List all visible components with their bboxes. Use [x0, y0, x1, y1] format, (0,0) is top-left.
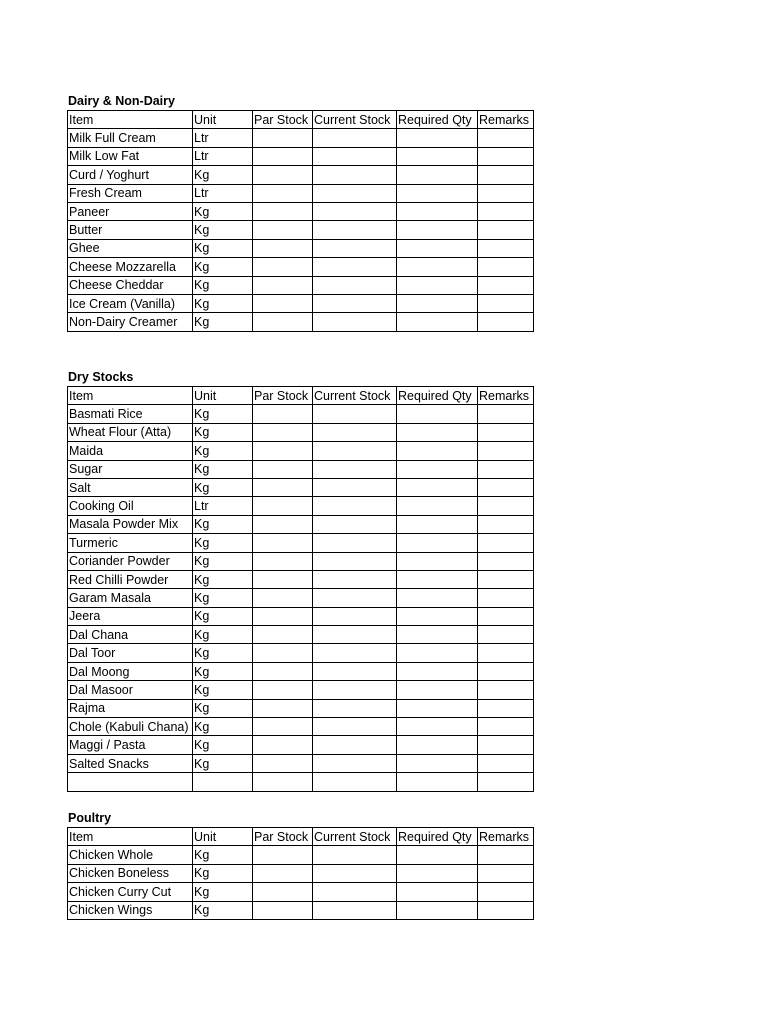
section-title: Dry Stocks — [68, 370, 134, 384]
cell-item: Salted Snacks — [68, 754, 193, 772]
cell-remarks[interactable] — [478, 883, 534, 901]
cell-current-stock[interactable] — [313, 184, 397, 202]
cell-par-stock[interactable] — [253, 184, 313, 202]
table-row — [68, 221, 534, 239]
table-row — [68, 589, 534, 607]
cell-par-stock[interactable] — [253, 294, 313, 312]
cell-item: Wheat Flour (Atta) — [68, 423, 193, 441]
column-header-current-stock: Current Stock — [313, 387, 397, 405]
cell-remarks[interactable] — [478, 294, 534, 312]
cell-item: Chicken Boneless — [68, 864, 193, 882]
cell-remarks[interactable] — [478, 644, 534, 662]
cell-required-qty[interactable] — [397, 258, 478, 276]
cell-unit: Kg — [193, 718, 253, 736]
cell-required-qty[interactable] — [397, 405, 478, 423]
column-header-unit: Unit — [193, 111, 253, 129]
table-row — [68, 294, 534, 312]
cell-current-stock[interactable] — [313, 644, 397, 662]
cell-required-qty[interactable] — [397, 644, 478, 662]
cell-remarks[interactable] — [478, 681, 534, 699]
table-row — [68, 699, 534, 717]
dry-stocks-table — [67, 386, 534, 792]
cell-par-stock[interactable] — [253, 460, 313, 478]
table-row — [68, 442, 534, 460]
cell-item: Chicken Curry Cut — [68, 883, 193, 901]
table-row — [68, 607, 534, 625]
cell-remarks[interactable] — [478, 662, 534, 680]
cell-remarks[interactable] — [478, 460, 534, 478]
cell-item: Dal Moong — [68, 662, 193, 680]
cell-remarks[interactable] — [478, 626, 534, 644]
cell-required-qty[interactable] — [397, 534, 478, 552]
cell-remarks[interactable] — [478, 589, 534, 607]
cell-item: Cooking Oil — [68, 497, 193, 515]
cell-item: Chicken Whole — [68, 846, 193, 864]
column-header-item: Item — [68, 828, 193, 846]
cell-par-stock[interactable] — [253, 442, 313, 460]
cell-item: Garam Masala — [68, 589, 193, 607]
table-row — [68, 405, 534, 423]
table-row — [68, 478, 534, 496]
cell-required-qty[interactable] — [397, 607, 478, 625]
cell-current-stock[interactable] — [313, 846, 397, 864]
cell-par-stock[interactable] — [253, 773, 313, 791]
cell-remarks[interactable] — [478, 147, 534, 165]
cell-par-stock[interactable] — [253, 202, 313, 220]
cell-remarks[interactable] — [478, 901, 534, 919]
column-header-item: Item — [68, 111, 193, 129]
cell-current-stock[interactable] — [313, 864, 397, 882]
cell-item: Maggi / Pasta — [68, 736, 193, 754]
column-header-remarks: Remarks — [478, 828, 534, 846]
cell-required-qty[interactable] — [397, 846, 478, 864]
cell-unit: Kg — [193, 883, 253, 901]
table-row — [68, 258, 534, 276]
section-title: Dairy & Non-Dairy — [68, 94, 175, 108]
cell-par-stock[interactable] — [253, 607, 313, 625]
cell-par-stock[interactable] — [253, 644, 313, 662]
cell-remarks[interactable] — [478, 423, 534, 441]
cell-required-qty[interactable] — [397, 184, 478, 202]
cell-unit: Kg — [193, 258, 253, 276]
poultry-table — [67, 827, 534, 920]
cell-par-stock[interactable] — [253, 589, 313, 607]
cell-par-stock[interactable] — [253, 276, 313, 294]
cell-current-stock[interactable] — [313, 534, 397, 552]
cell-item: Ice Cream (Vanilla) — [68, 294, 193, 312]
cell-item: Salt — [68, 478, 193, 496]
cell-par-stock[interactable] — [253, 478, 313, 496]
cell-current-stock[interactable] — [313, 478, 397, 496]
cell-par-stock[interactable] — [253, 864, 313, 882]
cell-remarks[interactable] — [478, 607, 534, 625]
cell-required-qty[interactable] — [397, 662, 478, 680]
cell-par-stock[interactable] — [253, 423, 313, 441]
cell-remarks[interactable] — [478, 313, 534, 331]
cell-par-stock[interactable] — [253, 718, 313, 736]
table-row — [68, 534, 534, 552]
cell-required-qty[interactable] — [397, 570, 478, 588]
cell-par-stock[interactable] — [253, 662, 313, 680]
cell-current-stock[interactable] — [313, 773, 397, 791]
table-row — [68, 773, 534, 791]
cell-par-stock[interactable] — [253, 147, 313, 165]
cell-par-stock[interactable] — [253, 534, 313, 552]
cell-par-stock[interactable] — [253, 552, 313, 570]
table-row — [68, 423, 534, 441]
column-header-current-stock: Current Stock — [313, 111, 397, 129]
cell-required-qty[interactable] — [397, 626, 478, 644]
column-header-required-qty: Required Qty — [397, 387, 478, 405]
cell-unit: Kg — [193, 515, 253, 533]
cell-unit: Ltr — [193, 147, 253, 165]
cell-unit: Kg — [193, 276, 253, 294]
cell-unit: Kg — [193, 442, 253, 460]
cell-unit: Kg — [193, 846, 253, 864]
cell-par-stock[interactable] — [253, 258, 313, 276]
table-row — [68, 754, 534, 772]
cell-item: Fresh Cream — [68, 184, 193, 202]
cell-current-stock[interactable] — [313, 718, 397, 736]
cell-unit — [193, 773, 253, 791]
column-header-unit: Unit — [193, 387, 253, 405]
table-header-row — [68, 387, 534, 405]
cell-unit: Kg — [193, 460, 253, 478]
cell-unit: Kg — [193, 607, 253, 625]
column-header-required-qty: Required Qty — [397, 828, 478, 846]
cell-required-qty[interactable] — [397, 239, 478, 257]
cell-item: Cheese Cheddar — [68, 276, 193, 294]
cell-current-stock[interactable] — [313, 901, 397, 919]
cell-remarks[interactable] — [478, 184, 534, 202]
cell-par-stock[interactable] — [253, 221, 313, 239]
table-row — [68, 846, 534, 864]
table-row — [68, 129, 534, 147]
cell-required-qty[interactable] — [397, 423, 478, 441]
cell-item: Sugar — [68, 460, 193, 478]
cell-remarks[interactable] — [478, 515, 534, 533]
table-row — [68, 883, 534, 901]
cell-current-stock[interactable] — [313, 681, 397, 699]
cell-current-stock[interactable] — [313, 460, 397, 478]
cell-required-qty[interactable] — [397, 754, 478, 772]
cell-par-stock[interactable] — [253, 570, 313, 588]
table-row — [68, 460, 534, 478]
cell-current-stock[interactable] — [313, 276, 397, 294]
cell-unit: Kg — [193, 294, 253, 312]
cell-current-stock[interactable] — [313, 626, 397, 644]
cell-remarks[interactable] — [478, 846, 534, 864]
cell-required-qty[interactable] — [397, 221, 478, 239]
cell-remarks[interactable] — [478, 202, 534, 220]
column-header-remarks: Remarks — [478, 387, 534, 405]
column-header-par-stock: Par Stock — [253, 111, 313, 129]
cell-item: Milk Low Fat — [68, 147, 193, 165]
cell-unit: Ltr — [193, 497, 253, 515]
section-poultry — [67, 810, 534, 920]
cell-item: Chole (Kabuli Chana) — [68, 718, 193, 736]
cell-item: Paneer — [68, 202, 193, 220]
cell-required-qty[interactable] — [397, 166, 478, 184]
cell-par-stock[interactable] — [253, 901, 313, 919]
cell-unit: Kg — [193, 313, 253, 331]
cell-current-stock[interactable] — [313, 754, 397, 772]
cell-remarks[interactable] — [478, 736, 534, 754]
cell-required-qty[interactable] — [397, 864, 478, 882]
cell-item: Milk Full Cream — [68, 129, 193, 147]
cell-required-qty[interactable] — [397, 442, 478, 460]
cell-item: Non-Dairy Creamer — [68, 313, 193, 331]
cell-current-stock[interactable] — [313, 589, 397, 607]
cell-remarks[interactable] — [478, 773, 534, 791]
cell-required-qty[interactable] — [397, 681, 478, 699]
cell-unit: Kg — [193, 552, 253, 570]
cell-required-qty[interactable] — [397, 147, 478, 165]
cell-current-stock[interactable] — [313, 423, 397, 441]
table-row — [68, 718, 534, 736]
cell-remarks[interactable] — [478, 718, 534, 736]
column-header-par-stock: Par Stock — [253, 387, 313, 405]
cell-item — [68, 773, 193, 791]
cell-unit: Kg — [193, 662, 253, 680]
cell-item: Dal Toor — [68, 644, 193, 662]
cell-par-stock[interactable] — [253, 239, 313, 257]
cell-remarks[interactable] — [478, 570, 534, 588]
cell-current-stock[interactable] — [313, 166, 397, 184]
column-header-par-stock: Par Stock — [253, 828, 313, 846]
cell-required-qty[interactable] — [397, 718, 478, 736]
cell-unit: Kg — [193, 166, 253, 184]
cell-current-stock[interactable] — [313, 607, 397, 625]
cell-unit: Kg — [193, 202, 253, 220]
cell-required-qty[interactable] — [397, 313, 478, 331]
table-header-row — [68, 111, 534, 129]
cell-unit: Kg — [193, 644, 253, 662]
cell-item: Curd / Yoghurt — [68, 166, 193, 184]
table-row — [68, 147, 534, 165]
cell-unit: Kg — [193, 754, 253, 772]
cell-current-stock[interactable] — [313, 202, 397, 220]
cell-remarks[interactable] — [478, 534, 534, 552]
column-header-current-stock: Current Stock — [313, 828, 397, 846]
cell-required-qty[interactable] — [397, 552, 478, 570]
cell-current-stock[interactable] — [313, 294, 397, 312]
cell-current-stock[interactable] — [313, 883, 397, 901]
cell-current-stock[interactable] — [313, 736, 397, 754]
cell-par-stock[interactable] — [253, 515, 313, 533]
cell-current-stock[interactable] — [313, 662, 397, 680]
cell-remarks[interactable] — [478, 497, 534, 515]
cell-remarks[interactable] — [478, 864, 534, 882]
cell-item: Chicken Wings — [68, 901, 193, 919]
cell-par-stock[interactable] — [253, 405, 313, 423]
cell-par-stock[interactable] — [253, 681, 313, 699]
cell-unit: Kg — [193, 423, 253, 441]
cell-remarks[interactable] — [478, 258, 534, 276]
column-header-remarks: Remarks — [478, 111, 534, 129]
column-header-unit: Unit — [193, 828, 253, 846]
cell-par-stock[interactable] — [253, 736, 313, 754]
cell-current-stock[interactable] — [313, 258, 397, 276]
table-row — [68, 497, 534, 515]
cell-required-qty[interactable] — [397, 460, 478, 478]
cell-item: Dal Masoor — [68, 681, 193, 699]
table-row — [68, 202, 534, 220]
cell-unit: Kg — [193, 405, 253, 423]
cell-current-stock[interactable] — [313, 129, 397, 147]
cell-item: Jeera — [68, 607, 193, 625]
cell-required-qty[interactable] — [397, 883, 478, 901]
cell-unit: Kg — [193, 534, 253, 552]
cell-item: Ghee — [68, 239, 193, 257]
cell-required-qty[interactable] — [397, 515, 478, 533]
column-header-required-qty: Required Qty — [397, 111, 478, 129]
cell-required-qty[interactable] — [397, 699, 478, 717]
cell-par-stock[interactable] — [253, 699, 313, 717]
cell-unit: Kg — [193, 864, 253, 882]
cell-required-qty[interactable] — [397, 202, 478, 220]
cell-current-stock[interactable] — [313, 497, 397, 515]
cell-item: Red Chilli Powder — [68, 570, 193, 588]
cell-par-stock[interactable] — [253, 626, 313, 644]
section-dairy — [67, 93, 534, 332]
cell-par-stock[interactable] — [253, 883, 313, 901]
cell-remarks[interactable] — [478, 442, 534, 460]
cell-item: Maida — [68, 442, 193, 460]
table-row — [68, 626, 534, 644]
cell-remarks[interactable] — [478, 166, 534, 184]
cell-remarks[interactable] — [478, 699, 534, 717]
cell-unit: Ltr — [193, 184, 253, 202]
cell-current-stock[interactable] — [313, 313, 397, 331]
cell-unit: Kg — [193, 681, 253, 699]
cell-current-stock[interactable] — [313, 442, 397, 460]
cell-item: Basmati Rice — [68, 405, 193, 423]
cell-current-stock[interactable] — [313, 570, 397, 588]
cell-unit: Kg — [193, 239, 253, 257]
cell-unit: Ltr — [193, 129, 253, 147]
cell-par-stock[interactable] — [253, 313, 313, 331]
cell-unit: Kg — [193, 736, 253, 754]
cell-current-stock[interactable] — [313, 699, 397, 717]
cell-remarks[interactable] — [478, 478, 534, 496]
cell-unit: Kg — [193, 626, 253, 644]
cell-item: Cheese Mozzarella — [68, 258, 193, 276]
cell-required-qty[interactable] — [397, 129, 478, 147]
table-row — [68, 681, 534, 699]
cell-required-qty[interactable] — [397, 589, 478, 607]
cell-unit: Kg — [193, 901, 253, 919]
cell-par-stock[interactable] — [253, 129, 313, 147]
cell-unit: Kg — [193, 221, 253, 239]
cell-required-qty[interactable] — [397, 478, 478, 496]
cell-current-stock[interactable] — [313, 405, 397, 423]
table-row — [68, 276, 534, 294]
table-header-row — [68, 828, 534, 846]
table-row — [68, 515, 534, 533]
cell-required-qty[interactable] — [397, 497, 478, 515]
cell-item: Masala Powder Mix — [68, 515, 193, 533]
cell-item: Turmeric — [68, 534, 193, 552]
cell-remarks[interactable] — [478, 239, 534, 257]
table-row — [68, 313, 534, 331]
column-header-item: Item — [68, 387, 193, 405]
cell-remarks[interactable] — [478, 221, 534, 239]
cell-par-stock[interactable] — [253, 497, 313, 515]
section-dry-stocks — [67, 369, 534, 792]
cell-current-stock[interactable] — [313, 552, 397, 570]
section-title: Poultry — [68, 811, 112, 825]
cell-current-stock[interactable] — [313, 147, 397, 165]
table-row — [68, 864, 534, 882]
cell-item: Dal Chana — [68, 626, 193, 644]
cell-item: Rajma — [68, 699, 193, 717]
cell-current-stock[interactable] — [313, 221, 397, 239]
cell-remarks[interactable] — [478, 552, 534, 570]
cell-remarks[interactable] — [478, 754, 534, 772]
table-row — [68, 184, 534, 202]
table-row — [68, 736, 534, 754]
cell-required-qty[interactable] — [397, 736, 478, 754]
cell-unit: Kg — [193, 478, 253, 496]
table-row — [68, 239, 534, 257]
cell-remarks[interactable] — [478, 276, 534, 294]
cell-par-stock[interactable] — [253, 166, 313, 184]
table-row — [68, 166, 534, 184]
table-row — [68, 901, 534, 919]
cell-unit: Kg — [193, 699, 253, 717]
cell-par-stock[interactable] — [253, 846, 313, 864]
table-row — [68, 570, 534, 588]
table-row — [68, 662, 534, 680]
cell-item: Butter — [68, 221, 193, 239]
cell-current-stock[interactable] — [313, 515, 397, 533]
cell-remarks[interactable] — [478, 129, 534, 147]
cell-required-qty[interactable] — [397, 901, 478, 919]
cell-required-qty[interactable] — [397, 276, 478, 294]
dairy-table — [67, 110, 534, 332]
cell-par-stock[interactable] — [253, 754, 313, 772]
cell-remarks[interactable] — [478, 405, 534, 423]
table-row — [68, 644, 534, 662]
cell-unit: Kg — [193, 570, 253, 588]
cell-required-qty[interactable] — [397, 773, 478, 791]
cell-unit: Kg — [193, 589, 253, 607]
cell-item: Coriander Powder — [68, 552, 193, 570]
table-row — [68, 552, 534, 570]
cell-current-stock[interactable] — [313, 239, 397, 257]
cell-required-qty[interactable] — [397, 294, 478, 312]
